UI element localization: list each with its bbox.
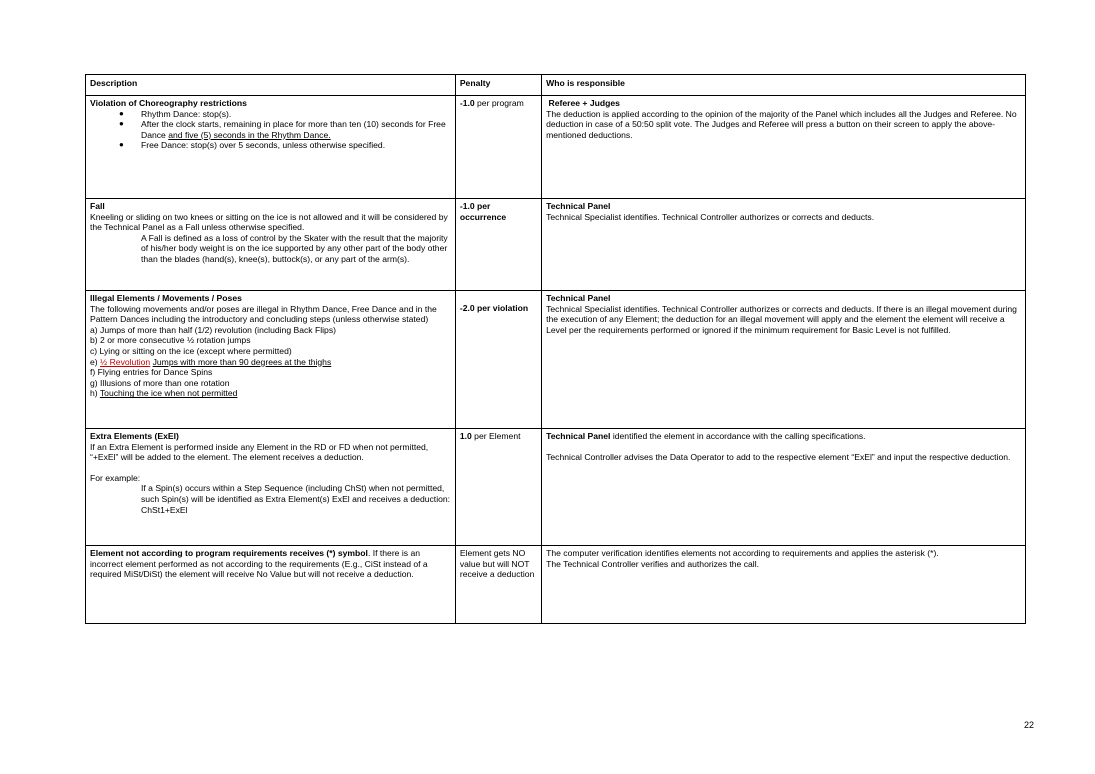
example-label: For example: [90,472,141,483]
bullet-list [90,109,451,151]
row-responsible [542,546,1026,624]
responsible-text: The computer verification identifies elements not according to requirements and applies the asterisk (*). [546,548,939,558]
underlined-text: Jumps with more than 90 degrees at the thighs [152,356,332,367]
responsible-text: Technical Specialist identifies. Technical Controller authorizes or corrects and deducts. [546,211,875,222]
row-penalty: Element gets NO value but will NOT receive a deduction [455,546,541,624]
rules-table [85,74,1026,624]
row-responsible [542,291,1026,429]
indented-text: If a Spin(s) occurs within a Step Sequence (including ChSt) when not permitted, such Spin(s) will be identified as Extra Element(s) ExEl and receives a deduction: ChSt1+ExEl [141,483,451,515]
responsible-title: Technical Panel [546,201,611,211]
row-rest: . If there is an incorrect element performed as not according to the requirements (E.g., CiSt instead of a required MiSt/DiSt) the element will receive No Value but will not receive a deduction. [90,548,428,580]
row-penalty [455,429,541,546]
header-responsible: Who is responsible [542,75,1026,96]
responsible-rest: identified the element in accordance with the calling specifications. [610,431,866,441]
list-item: a) Jumps of more than half (1/2) revolution (including Back Flips) [90,324,336,335]
indented-text: A Fall is defined as a loss of control by the Skater with the result that the majority of his/her body weight is on the ice supported by any other part of the body other than the blades (hand(s), knee(s), buttock(s), or any part of the arm(s). [141,232,448,264]
responsible-text: Technical Controller advises the Data Operator to add to the respective element “ExEl” and input the respective deduction. [546,451,1011,462]
table-row [86,199,1026,291]
row-text: The following movements and/or poses are illegal in Rhythm Dance, Free Dance and in the Pattern Dances including the introductory and concluding steps (unless otherwise stated) [90,303,437,325]
list-item: ● Free Dance: stop(s) over 5 seconds, unless otherwise specified. [141,140,451,151]
item-prefix: h) [90,388,100,399]
table-row [86,291,1026,429]
row-title: Illegal Elements / Movements / Poses [90,293,242,303]
responsible-text [546,431,1021,442]
table-row [86,429,1026,546]
row-text [90,548,451,580]
row-responsible [542,429,1026,546]
list-item [141,119,451,140]
row-title: Violation of Choreography restrictions [90,98,247,108]
penalty-value: -2.0 per violation [459,303,529,313]
row-responsible [542,199,1026,291]
underlined-text: Touching the ice when not permitted [99,388,238,399]
penalty-unit: per Element [471,431,521,441]
row-description [86,199,456,291]
responsible-title: Referee + Judges [546,98,620,108]
list-item [90,388,451,399]
penalty-value: -1.0 [459,98,475,108]
penalty-value: 1.0 [459,431,472,441]
row-description [86,291,456,429]
table-row [86,546,1026,624]
list-item: b) 2 or more consecutive ½ rotation jumps [90,335,251,346]
row-description [86,546,456,624]
row-penalty [455,96,541,199]
row-title: Fall [90,201,105,211]
responsible-text: The deduction is applied according to the opinion of the majority of the Panel which includes all the Judges and Referee. No deduction in case of a 50:50 split vote. The Judges and Referee will press a button on their screen to apply the above-mentioned deductions. [546,108,1017,140]
table-row [86,96,1026,199]
list-item: ● Rhythm Dance: stop(s). [141,109,451,120]
list-item: f) Flying entries for Dance Spins [90,367,213,378]
row-text: If an Extra Element is performed inside any Element in the RD or FD when not permitted, “+ExEl” will be added to the element. The element receives a deduction. [90,441,429,463]
row-title: Extra Elements (ExEl) [90,431,179,441]
item-prefix: e) [90,356,101,367]
header-penalty: Penalty [455,75,541,96]
list-item: c) Lying or sitting on the ice (except where permitted) [90,345,292,356]
row-title: Element not according to program requirements receives (*) symbol [90,548,368,558]
underlined-text: and five (5) seconds in the Rhythm Dance. [168,129,331,140]
list-item: g) Illusions of more than one rotation [90,377,230,388]
row-responsible [542,96,1026,199]
row-penalty [455,291,541,429]
header-description: Description [86,75,456,96]
row-penalty: -1.0 per occurrence [455,199,541,291]
responsible-title: Technical Panel [546,293,611,303]
page-number: 22 [1024,720,1035,730]
row-description [86,429,456,546]
list-item-text: After the clock starts, remaining in place for more than ten (10) seconds for Free Dance [141,119,446,140]
table-header-row [86,75,1026,96]
list-item [90,357,451,368]
penalty-unit: per program [474,98,524,108]
row-description [86,96,456,199]
tracked-change-text: ½ Revolution [100,356,151,367]
responsible-text: Technical Specialist identifies. Technical Controller authorizes or corrects and deducts. If there is an illegal movement during the execution of any Element; the deduction for an illegal movement will apply and the element the element will receive a Level per the requirements performed or ignored if the minimum requirement for Basic Level is not fulfilled. [546,303,1017,335]
responsible-title: Technical Panel [546,431,611,441]
row-text: Kneeling or sliding on two knees or sitting on the ice is not allowed and it will be considered by the Technical Panel as a Fall unless otherwise specified. [90,211,448,233]
responsible-text: The Technical Controller verifies and authorizes the call. [546,558,759,569]
